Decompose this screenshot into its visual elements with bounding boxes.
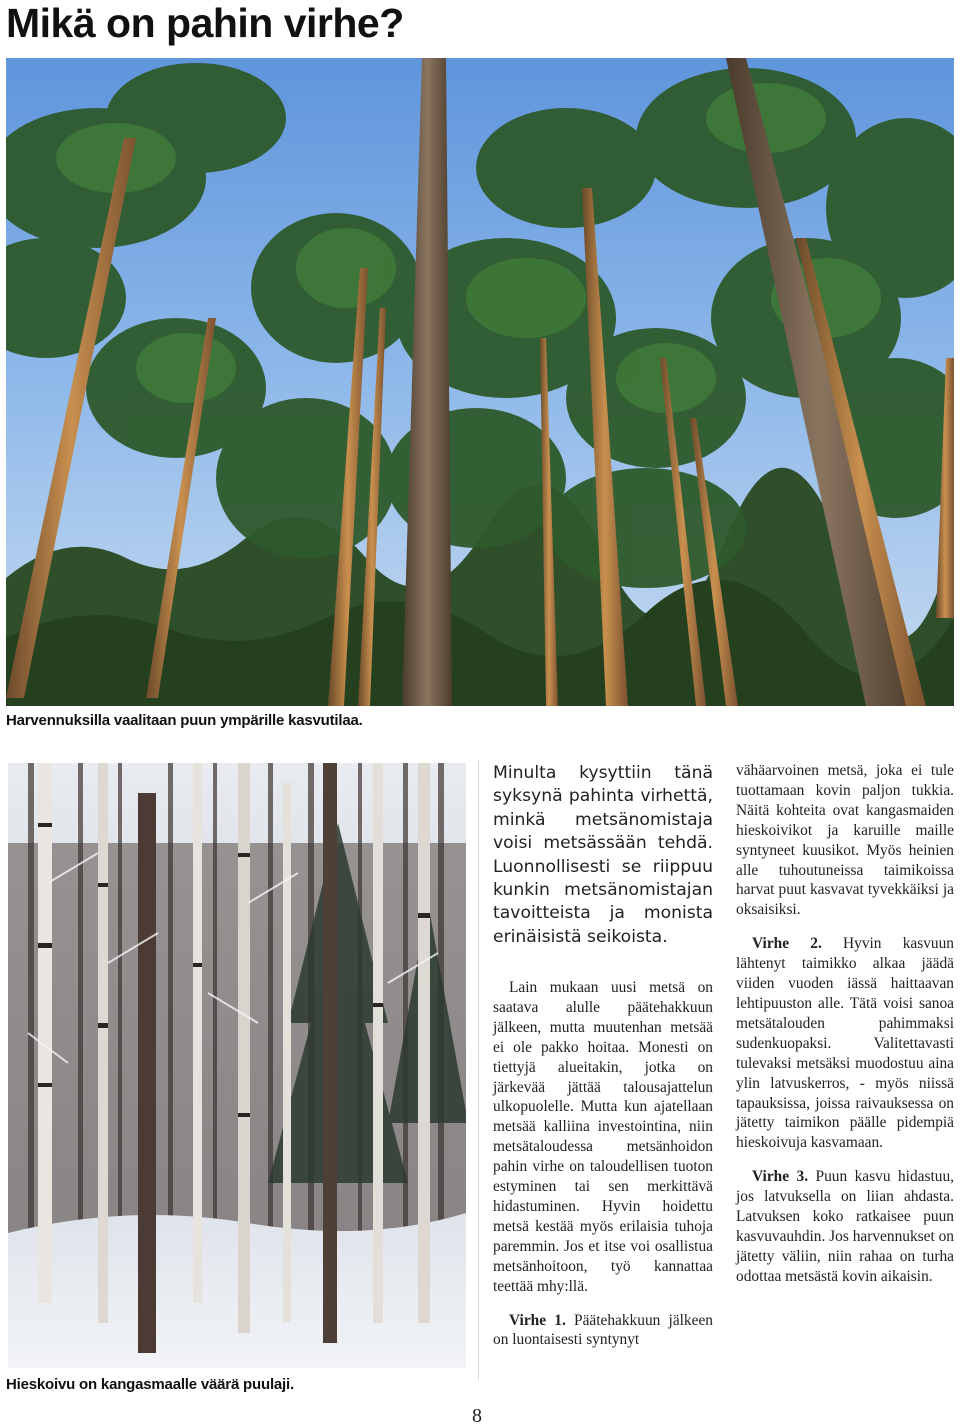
headline: Mikä on pahin virhe? bbox=[6, 0, 404, 46]
error-3-label: Virhe 3. bbox=[752, 1168, 809, 1186]
error-1-label: Virhe 1. bbox=[509, 1311, 566, 1329]
error-3-paragraph bbox=[736, 1167, 954, 1286]
body-paragraph bbox=[493, 978, 713, 1297]
article-column-2 bbox=[736, 761, 954, 1287]
photo-caption-pines: Harvennuksilla vaalitaan puun ympärille kasvutilaa. bbox=[6, 712, 363, 729]
column-divider bbox=[478, 760, 479, 1380]
error-1-paragraph bbox=[493, 1311, 713, 1351]
error-3-text: Puun kasvu hidastuu, jos latvuksella on liian ahdasta. Latvuksen koko ratkaisee puun kasvuvauhdin. Jos harvennukset on jätetty väliin, niin rahaa on turha odottaa metsästä kovin aikaisin. bbox=[736, 1168, 955, 1285]
error-2-text: Hyvin kasvuun lähtenyt taimikko alkaa jäädä viiden vuoden iässä haittaavan lehtipuuston alle. Tätä voisi sanoa metsätalouden pahimmaksi sudenkuopaksi. Valitettavasti tulevaksi metsäksi muodostuu aina ylin latvuskerros, - myös niissä tapauksissa, joissa raivauksessa on jätetty taimikon päälle pidempiä hieskoivuja kasvamaan. bbox=[736, 935, 954, 1152]
photo-caption-birch: Hieskoivu on kangasmaalle väärä puulaji. bbox=[6, 1376, 294, 1393]
article-column-1 bbox=[493, 978, 713, 1350]
body-text: Lain mukaan uusi metsä on saatava alulle päätehakkuun jälkeen, mutta muutenhan metsää ei ole pakko hoitaa. Monesti on tiettyjä alueitakin, jotka on järkevää jättää talousajattelun ulkopuolelle. Mutta kun ajatellaan metsää kalliina investointina, niin metsätaloudessa metsänhoidon pahin virhe on taloudellisen tuoton estyminen tai sen merkittävä hidastuminen. Hyvin hoidettu metsä kestää myös erilaisia tuhoja paremmin. Jos et itse voi osallistua metsänhoitoon, työ kannattaa teettää mhy:llä. bbox=[493, 979, 713, 1295]
error-2-paragraph bbox=[736, 934, 954, 1153]
pine-forest-photo bbox=[6, 58, 954, 706]
page-number: 8 bbox=[472, 1405, 482, 1427]
error-1-text: Päätehakkuun jälkeen on luontaisesti syntynyt bbox=[493, 1311, 713, 1349]
birch-forest-photo bbox=[8, 763, 466, 1368]
error-2-label: Virhe 2. bbox=[752, 935, 822, 953]
continued-paragraph: vähäarvoinen metsä, joka ei tule tuottamaan kovin paljon tukkia. Näitä kohteita ovat kangasmaiden hieskoivikot ja karuille maille syntyneet kuusikot. Myös heinien alle tuhoutuneissa taimikoissa harvat puut kasvavat tyvekkäiksi ja oksaisiksi. bbox=[736, 762, 954, 919]
lead-paragraph: Minulta kysyttiin tänä syksynä pahinta virhettä, minkä metsänomistaja voisi metsässään tehdä. Luonnollisesti se riippuu kunkin metsänomistajan tavoitteista ja monista erinäisistä seikoista. bbox=[493, 763, 713, 947]
